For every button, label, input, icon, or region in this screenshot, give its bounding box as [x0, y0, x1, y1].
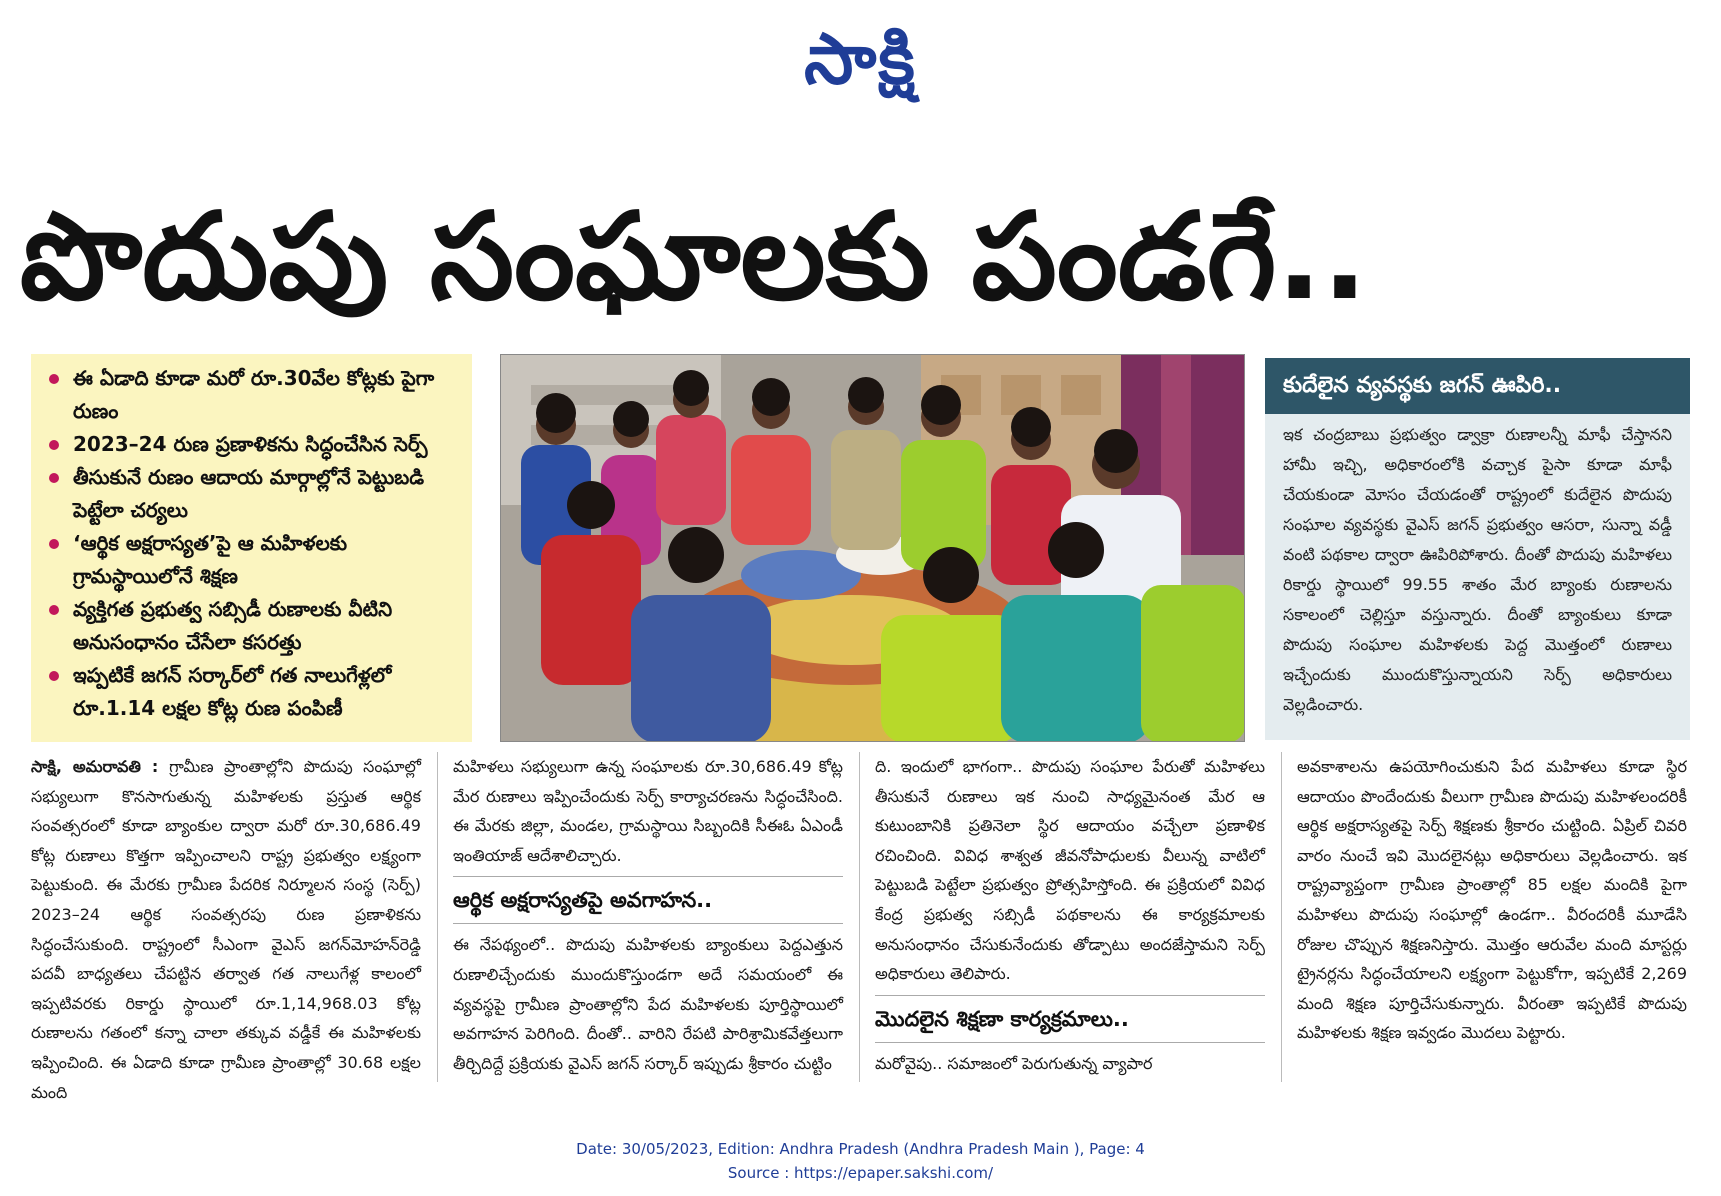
highlight-item: ఇప్పటికే జగన్ సర్కార్‌లో గత నాలుగేళ్లలో రూ.1.14 లక్షల కోట్ల రుణ పంపిణీ [49, 659, 462, 725]
column-text: ఈ నేపథ్యంలో.. పొదుపు మహిళలకు బ్యాంకులు పెద్దఎత్తున రుణాలిచ్చేందుకు ముందుకొస్తుండగా అదే సమయంలో ఈ వ్యవస్థపై గ్రామీణ ప్రాంతాల్లోని పేద మహిళలకు పూర్తిస్థాయిలో అవగాహన పెరిగింది. దీంతో.. వారిని రేపటి పారిశ్రామికవేత్తలుగా తీర్చిదిద్దే ప్రక్రియకు వైఎస్ జగన్ సర్కార్ ఇప్పుడు శ్రీకారం చుట్టిం [453, 935, 843, 1073]
article-column-1 [31, 752, 421, 1107]
highlight-item: వ్యక్తిగత ప్రభుత్వ సబ్సిడీ రుణాలకు వీటిని అనుసంధానం చేసేలా కసరత్తు [49, 593, 462, 659]
highlights-list [49, 362, 462, 725]
sidebar-title: కుదేలైన వ్యవస్థకు జగన్ ఊపిరి.. [1265, 358, 1690, 414]
sidebar-story [1265, 358, 1690, 740]
article-column-2 [453, 752, 843, 1078]
column-divider [437, 752, 438, 1082]
logo-text: సాక్షి [804, 18, 917, 100]
column-text: అవకాశాలను ఉపయోగించుకుని పేద మహిళలు కూడా స్థిర ఆదాయం పొందేందుకు వీలుగా గ్రామీణ పొదుపు మహిళలందరికీ ఆర్థిక అక్షరాస్యతపై సెర్ప్ శిక్షణకు శ్రీకారం చుట్టింది. ఏప్రిల్ చివరి వారం నుంచే ఇవి మొదలైనట్లు అధికారులు వెల్లడించారు. ఇక రాష్ట్రవ్యాప్తంగా గ్రామీణ ప్రాంతాల్లో 85 లక్షల మందికి పైగా మహిళలు పొదుపు సంఘాల్లో ఉండగా.. వీరందరికీ మూడేసి రోజుల చొప్పున శిక్షణనిస్తారు. మొత్తం ఆరువేల మంది మాస్టర్లు ట్రైనర్లను సిద్ధంచేయాలని లక్ష్యంగా పెట్టుకోగా, ఇప్పటికే 2,269 మంది శిక్షణ పూర్తిచేసుకున్నారు. వీరంతా ఇప్పటికే పొదుపు మహిళలకు శిక్షణ ఇవ్వడం మొదలు పెట్టారు. [1297, 757, 1687, 1043]
bullet-icon [49, 671, 59, 681]
article-column-4 [1297, 752, 1687, 1048]
bullet-icon [49, 374, 59, 384]
dateline: సాక్షి, అమరావతి : [31, 757, 170, 776]
column-text: ది. ఇందులో భాగంగా.. పొదుపు సంఘాల పేరుతో మహిళలు తీసుకునే రుణాలు ఇక నుంచి సాధ్యమైనంత మేర ఆ కుటుంబానికి ప్రతినెలా స్థిర ఆదాయం వచ్చేలా ప్రణాళిక రచించింది. వివిధ శాశ్వత జీవనోపాధులకు వీలున్న వాటిలో పెట్టుబడి పెట్టేలా ప్రభుత్వం ప్రోత్సహిస్తోంది. ఈ ప్రక్రియలో వివిధ కేంద్ర ప్రభుత్వ సబ్సిడీ పథకాలను ఈ కార్యక్రమాలకు అనుసంధానం చేసుకునేందుకు తోడ్పాటు అందజేస్తామని సెర్ప్ అధికారులు తెలిపారు. [875, 757, 1265, 984]
bullet-icon [49, 440, 59, 450]
highlights-box [31, 354, 472, 742]
highlight-item: ‘ఆర్థిక అక్షరాస్యత’పై ఆ మహిళలకు గ్రామస్థాయిలోనే శిక్షణ [49, 527, 462, 593]
subheading-financial-literacy: ఆర్థిక అక్షరాస్యతపై అవగాహన.. [453, 876, 843, 924]
column-text: గ్రామీణ ప్రాంతాల్లోని పొదుపు సంఘాల్లో సభ్యులుగా కొనసాగుతున్న మహిళలకు ప్రస్తుత ఆర్థిక సంవత్సరంలో కూడా బ్యాంకుల ద్వారా మరో రూ.30,686.49 కోట్ల రుణాలు కొత్తగా ఇప్పించాలని రాష్ట్ర ప్రభుత్వం లక్ష్యంగా పెట్టుకుంది. ఈ మేరకు గ్రామీణ పేదరిక నిర్మూలన సంస్థ (సెర్ప్) 2023–24 ఆర్థిక సంవత్సరపు రుణ ప్రణాళికను సిద్ధంచేసుకుంది. రాష్ట్రంలో సీఎంగా వైఎస్ జగన్‌మోహన్‌రెడ్డి పదవీ బాధ్యతలు చేపట్టిన తర్వాత గత నాలుగేళ్ల కాలంలో ఇప్పటివరకు రికార్డు స్థాయిలో రూ.1,14,968.03 కోట్ల రుణాలను గతంలో కన్నా చాలా తక్కువ వడ్డీకే ఈ మహిళలకు ఇప్పించింది. ఈ ఏడాది కూడా గ్రామీణ ప్రాంతాల్లో 30.68 లక్షల మంది [31, 757, 421, 1102]
column-text: మరోవైపు.. సమాజంలో పెరుగుతున్న వ్యాపార [875, 1053, 1153, 1073]
group-meeting-photo [500, 354, 1245, 742]
bullet-icon [49, 473, 59, 483]
subheading-training-programs: మొదలైన శిక్షణా కార్యక్రమాలు.. [875, 995, 1265, 1043]
column-divider [1281, 752, 1282, 1082]
highlight-item: తీసుకునే రుణం ఆదాయ మార్గాల్లోనే పెట్టుబడి పెట్టేలా చర్యలు [49, 461, 462, 527]
footer-date-edition: Date: 30/05/2023, Edition: Andhra Pradesh (Andhra Pradesh Main ), Page: 4 [576, 1140, 1145, 1158]
sidebar-body: ఇక చంద్రబాబు ప్రభుత్వం డ్వాక్రా రుణాలన్నీ మాఫీ చేస్తానని హామీ ఇచ్చి, అధికారంలోకి వచ్చాక పైసా కూడా మాఫీ చేయకుండా మోసం చేయడంతో రాష్ట్రంలో కుదేలైన పొదుపు సంఘాల వ్యవస్థకు వైఎస్ జగన్ ప్రభుత్వం ఆసరా, సున్నా వడ్డీ వంటి పథకాల ద్వారా ఊపిరిపోశారు. దీంతో పొదుపు మహిళలు రికార్డు స్థాయిలో 99.55 శాతం మేర బ్యాంకు రుణాలను సకాలంలో చెల్లిస్తూ వస్తున్నారు. దీంతో బ్యాంకులు కూడా పొదుపు సంఘాల మహిళలకు పెద్ద మొత్తంలో రుణాలు ఇచ్చేందుకు ముందుకొస్తున్నాయని సెర్ప్ అధికారులు వెల్లడించారు. [1283, 425, 1672, 714]
highlight-item: 2023–24 రుణ ప్రణాళికను సిద్ధంచేసిన సెర్ప్ [49, 428, 462, 461]
article-headline: పొదుపు సంఘాలకు పండగే.. [20, 188, 1368, 327]
footer-source: Source : https://epaper.sakshi.com/ [727, 1164, 994, 1182]
highlight-item: ఈ ఏడాది కూడా మరో రూ.30వేల కోట్లకు పైగా రుణం [49, 362, 462, 428]
bullet-icon [49, 605, 59, 615]
column-text: మహిళలు సభ్యులుగా ఉన్న సంఘాలకు రూ.30,686.49 కోట్ల మేర రుణాలు ఇప్పించేందుకు సెర్ప్ కార్యాచరణను సిద్ధంచేసింది. ఈ మేరకు జిల్లా, మండల, గ్రామస్థాయి సిబ్బందికి సీఈఓ ఏఎండీ ఇంతియాజ్ ఆదేశాలిచ్చారు. [453, 757, 843, 865]
newspaper-logo [0, 14, 1721, 104]
bullet-icon [49, 539, 59, 549]
column-divider [859, 752, 860, 1082]
article-column-3 [875, 752, 1265, 1078]
